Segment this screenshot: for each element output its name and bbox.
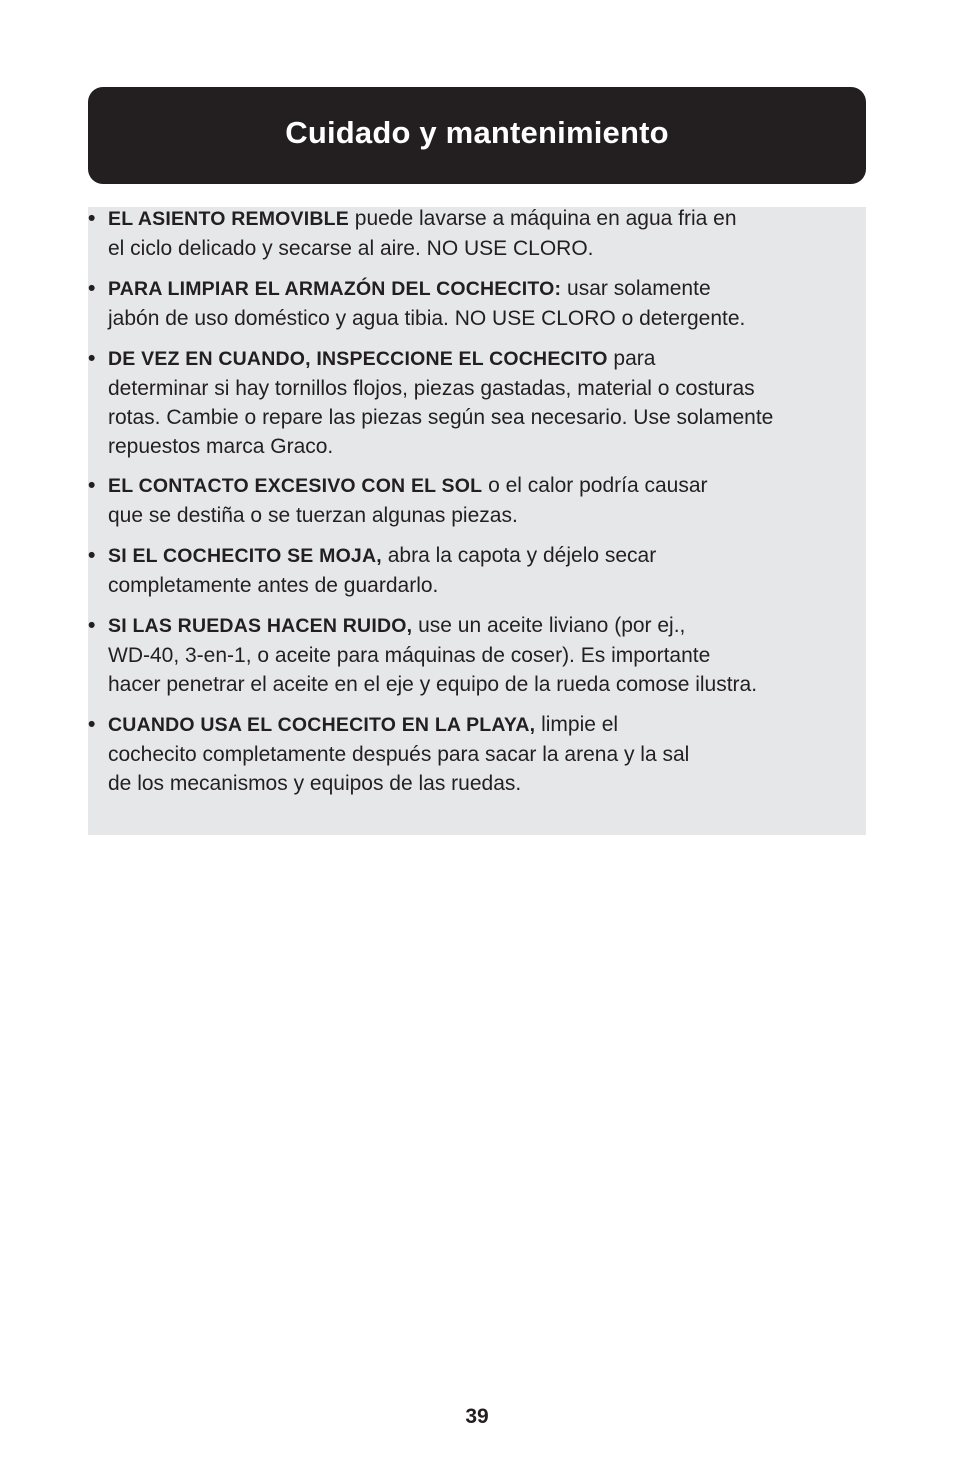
item-text: para [607, 347, 656, 370]
item-heading: EL CONTACTO EXCESIVO CON EL SOL [108, 475, 483, 497]
item-text: hacer penetrar el aceite en el eje y equipo de la rueda comose ilustra. [108, 673, 758, 696]
item-heading: SI EL COCHECITO SE MOJA, [108, 545, 382, 567]
item-text: el ciclo delicado y secarse al aire. NO USE CLORO. [108, 237, 594, 260]
list-item [88, 710, 866, 798]
item-text: de los mecanismos y equipos de las ruedas. [108, 772, 522, 795]
item-text: abra la capota y déjelo secar [381, 544, 657, 567]
section-title: Cuidado y mantenimiento [285, 115, 669, 150]
item-text: completamente antes de guardarlo. [108, 574, 439, 597]
item-text: o el calor podría causar [482, 474, 708, 497]
item-text: repuestos marca Graco. [108, 435, 334, 458]
item-text: determinar si hay tornillos flojos, piezas gastadas, material o costuras [108, 377, 755, 400]
care-instructions-panel [88, 207, 866, 835]
list-item [88, 344, 866, 461]
item-text: rotas. Cambie o repare las piezas según sea necesario. Use solamente [108, 406, 774, 429]
bullet: • [88, 347, 96, 370]
item-text: que se destiña o se tuerzan algunas piezas. [108, 504, 518, 527]
list-item [88, 204, 866, 263]
list-item [88, 274, 866, 333]
item-text: cochecito completamente después para sacar la arena y la sal [108, 743, 690, 766]
item-text: usar solamente [561, 277, 711, 300]
item-heading: DE VEZ EN CUANDO, INSPECCIONE EL COCHECITO [108, 348, 608, 370]
item-heading: CUANDO USA EL COCHECITO EN LA PLAYA, [108, 714, 536, 736]
bullet: • [88, 614, 96, 637]
item-text: puede lavarse a máquina en agua fria en [348, 207, 737, 230]
section-header [88, 87, 866, 184]
item-heading: SI LAS RUEDAS HACEN RUIDO, [108, 615, 413, 637]
item-text: WD-40, 3-en-1, o aceite para máquinas de coser). Es importante [108, 644, 711, 667]
list-item [88, 611, 866, 699]
bullet: • [88, 544, 96, 567]
item-heading: PARA LIMPIAR EL ARMAZÓN DEL COCHECITO: [108, 278, 562, 300]
item-text: limpie el [535, 713, 619, 736]
item-text: jabón de uso doméstico y agua tibia. NO USE CLORO o detergente. [108, 307, 746, 330]
item-text: use un aceite liviano (por ej., [412, 614, 686, 637]
item-heading: EL ASIENTO REMOVIBLE [108, 208, 349, 230]
bullet: • [88, 277, 96, 300]
list-item [88, 541, 866, 600]
page-number: 39 [465, 1405, 489, 1428]
list-item [88, 471, 866, 530]
bullet: • [88, 474, 96, 497]
bullet: • [88, 713, 96, 736]
bullet: • [88, 207, 96, 230]
